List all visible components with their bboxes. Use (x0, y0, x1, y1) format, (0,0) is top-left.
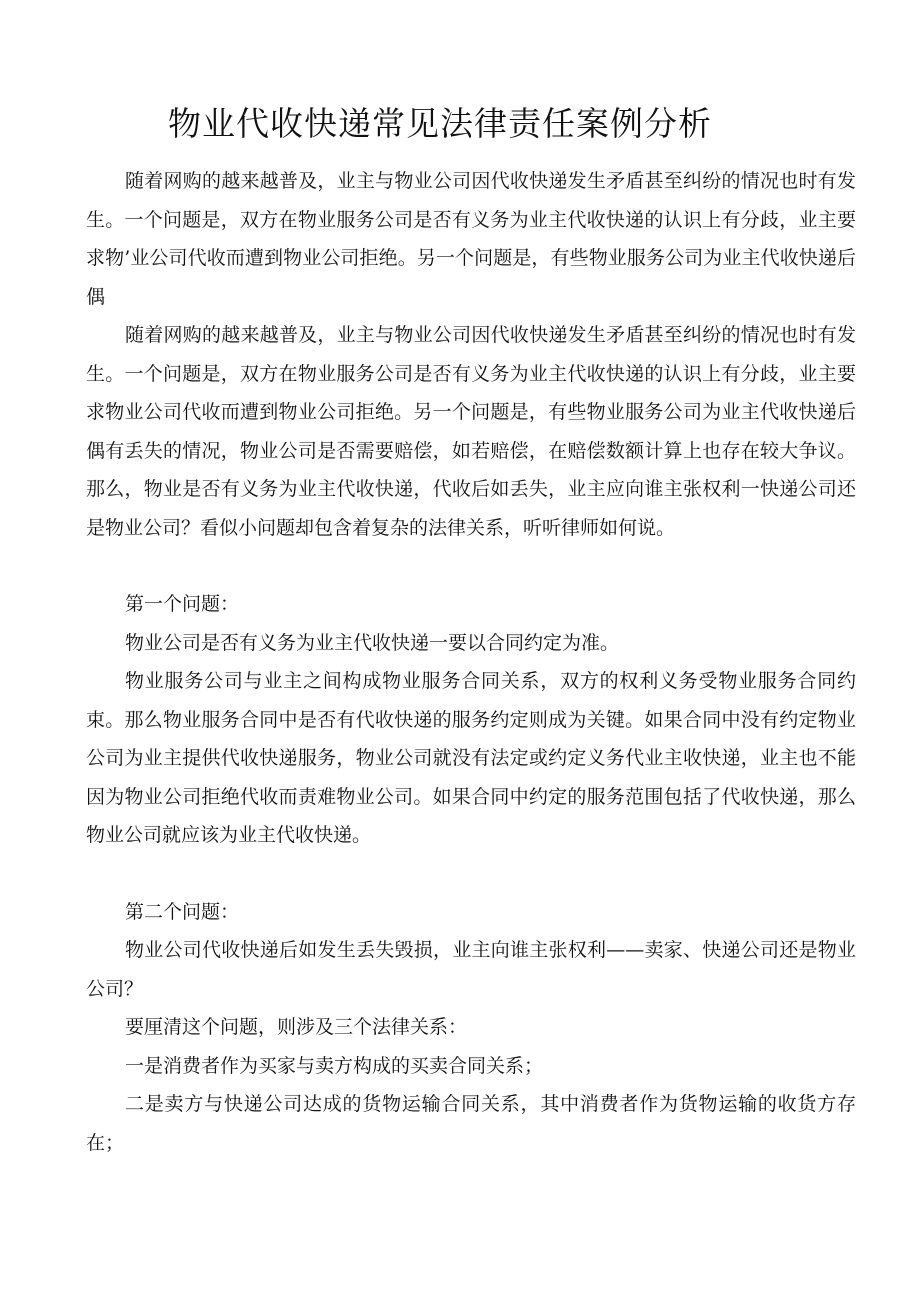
legal-relation-two: 二是卖方与快递公司达成的货物运输合同关系，其中消费者作为货物运输的收货方存在； (86, 1093, 856, 1154)
question-one-heading: 第一个问题： (125, 593, 240, 615)
question-two-summary: 物业公司代收快递后如发生丢失毁损，业主向谁主张权利——卖家、快递公司还是物业公司？ (86, 939, 856, 1000)
document-title: 物业代收快递常见法律责任案例分析 (168, 104, 712, 143)
question-two-heading: 第二个问题： (125, 900, 240, 923)
blank-line (86, 855, 856, 893)
question-one-body: 物业服务公司与业主之间构成物业服务合同关系，双方的权利义务受物业服务合同约束。那么物业服务合同中是否有代收快递的服务约定则成为关键。如果合同中没有约定物业公司为业主提供代收快递服务，物业公司就没有法定或约定义务代业主收快递，业主也不能因为物业公司拒绝代收而责难物业公司。如果合同中约定的服务范围包括了代收快递，那么物业公司就应该为业主代收快递。 (86, 670, 856, 846)
question-one-summary: 物业公司是否有义务为业主代收快递一要以合同约定为准。 (125, 631, 620, 654)
legal-relation-one: 一是消费者作为买家与卖方构成的买卖合同关系； (125, 1054, 544, 1077)
blank-line (86, 547, 856, 585)
legal-relations-intro: 要厘清这个问题，则涉及三个法律关系： (125, 1016, 468, 1038)
paragraph-intro-truncated: 随着网购的越来越普及，业主与物业公司因代收快递发生矛盾甚至纠纷的情况也时有发生。一个问题是，双方在物业服务公司是否有义务为业主代收快递的认识上有分歧，业主要求物’业公司代收而遭到物业公司拒绝。另一个问题是，有些物业服务公司为业主代收快递后偶 (86, 170, 856, 308)
paragraph-intro: 随着网购的越来越普及，业主与物业公司因代收快递发生矛盾甚至纠纷的情况也时有发生。一个问题是，双方在物业服务公司是否有义务为业主代收快递的认识上有分歧，业主要求物业公司代收而遭到物业公司拒绝。另一个问题是，有些物业服务公司为业主代收快递后偶有丢失的情况，物业公司是否需要赔偿，如若赔偿，在赔偿数额计算上也存在较大争议。那么，物业是否有义务为业主代收快递，代收后如丢失，业主应向谁主张权利一快递公司还是物业公司？看似小问题却包含着复杂的法律关系，听听律师如何说。 (86, 324, 856, 539)
